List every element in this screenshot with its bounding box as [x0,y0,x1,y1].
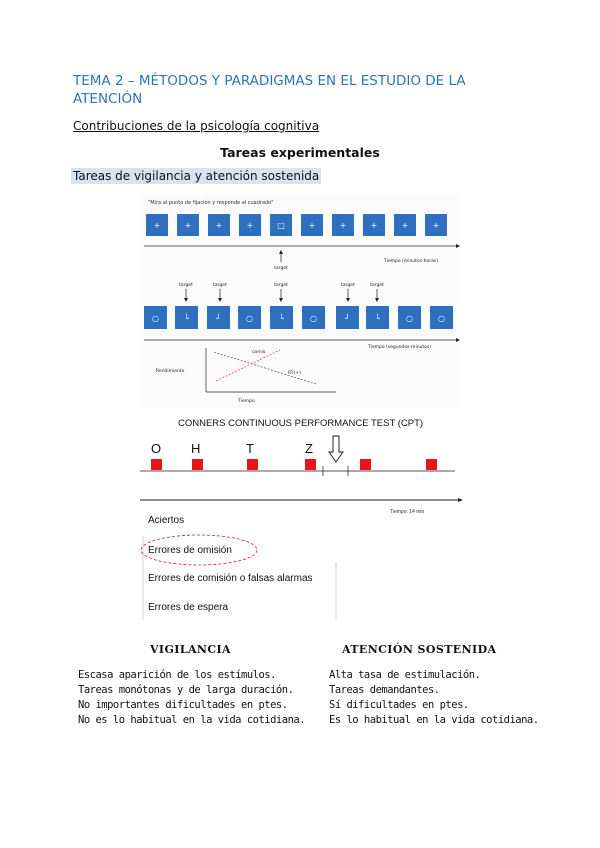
subsection-heading: Tareas de vigilancia y atención sostenida [73,169,320,183]
graph-line-label-1: comis. [252,350,267,355]
target-arrowhead [279,298,283,302]
row1-stimuli [146,214,447,236]
target-arrowhead [218,298,222,302]
atencion-heading: ATENCIÓN SOSTENIDA [342,643,497,656]
list-item: Escasa aparición de los estímulos. [78,669,276,681]
list-item: No es lo habitual en la vida cotidiana. [78,714,306,726]
axis-arrowhead [456,244,460,248]
cpt-title: CONNERS CONTINUOUS PERFORMANCE TEST (CPT) [178,418,424,429]
list-item: Alta tasa de estimulación. [329,669,481,681]
target-label: target [341,283,355,288]
cpt-letter: Z [305,441,313,456]
axis-label-1: Tiempo (minutos-horas) [384,259,438,264]
list-item: Tareas monótonas y de larga duración. [78,684,294,696]
target-label: target [274,283,288,288]
vigilance-diagram [140,194,460,408]
target-label: target [274,266,288,271]
cpt-result-item: Aciertos [148,515,185,526]
target-label: target [213,283,227,288]
stimulus-symbol: + [432,221,440,230]
cpt-result-item: Errores de espera [148,602,229,613]
page-title: TEMA 2 – MÉTODOS Y PARADIGMAS EN EL ESTUDIO DE LA ATENCIÓN [73,73,466,107]
cpt-result-item: Errores de omisión [148,545,232,556]
stimulus-symbol: + [339,221,347,230]
vigilancia-heading: VIGILANCIA [150,643,231,656]
stimulus-symbol: + [370,221,378,230]
target-label: target [179,283,193,288]
row2-stimuli [144,306,453,329]
stimulus-symbol: ┘ [345,314,350,323]
performance-graph [156,348,336,404]
stimulus-square [247,459,258,470]
graph-y-label: Rendimiento [156,369,185,374]
axis-label-2: Tiempo (segundos-minutos) [368,345,432,350]
target-arrowhead [279,250,283,254]
subtitle: Contribuciones de la psicología cognitiva [73,119,320,133]
graph-x-label: Tiempo [238,399,255,404]
stimulus-symbol: □ [277,221,285,230]
cpt-letter: O [151,441,162,456]
axis-arrowhead [456,338,460,342]
stimulus-symbol: + [215,221,223,230]
cpt-letter: H [191,441,201,456]
stimulus-symbol: ○ [406,314,413,323]
stimulus-symbol: └ [279,314,284,323]
stimulus-symbol: └ [184,314,189,323]
stimulus-square [360,459,371,470]
stimulus-symbol: ○ [438,314,445,323]
stimulus-square [426,459,437,470]
stimulus-symbol: ○ [246,314,253,323]
graph-line-comission [216,350,280,381]
axis-arrowhead [458,498,463,502]
list-item: Sí dificultades en ptes. [329,699,469,711]
instruction-caption: "Mira al punto de fijación y responde al cuadrado" [148,200,274,206]
graph-line-label-2: RT(+) [288,371,301,376]
vigilancia-list [78,668,305,728]
stimulus-symbol: ┘ [216,314,221,323]
stimulus-symbol: ○ [152,314,159,323]
stimulus-symbol: ○ [310,314,317,323]
target-arrowhead [375,298,379,302]
cpt-diagram [140,412,465,622]
list-item: Tareas demandantes. [329,684,440,696]
row2-target-markers [179,282,384,302]
response-arrow-icon [329,436,343,462]
stimulus-square [192,459,203,470]
atencion-list [329,668,539,728]
graph-line-rt [214,352,316,384]
stimulus-symbol: + [246,221,254,230]
target-label: target [370,283,384,288]
list-item: No importantes dificultades en ptes. [78,699,288,711]
target-arrowhead [184,298,188,302]
stimulus-symbol: + [401,221,409,230]
stimulus-square [151,459,162,470]
stimulus-symbol: + [184,221,192,230]
cpt-time-label: Tiempo: 14 min [390,509,425,515]
list-item: Es lo habitual en la vida cotidiana. [329,714,539,726]
stimulus-square [305,459,316,470]
stimulus-symbol: + [308,221,316,230]
cpt-letter: T [246,441,254,456]
section-heading: Tareas experimentales [220,145,380,160]
target-arrowhead [346,298,350,302]
stimulus-symbol: + [153,221,161,230]
stimulus-symbol: └ [375,314,380,323]
cpt-result-item: Errores de comisión o falsas alarmas [148,573,313,584]
